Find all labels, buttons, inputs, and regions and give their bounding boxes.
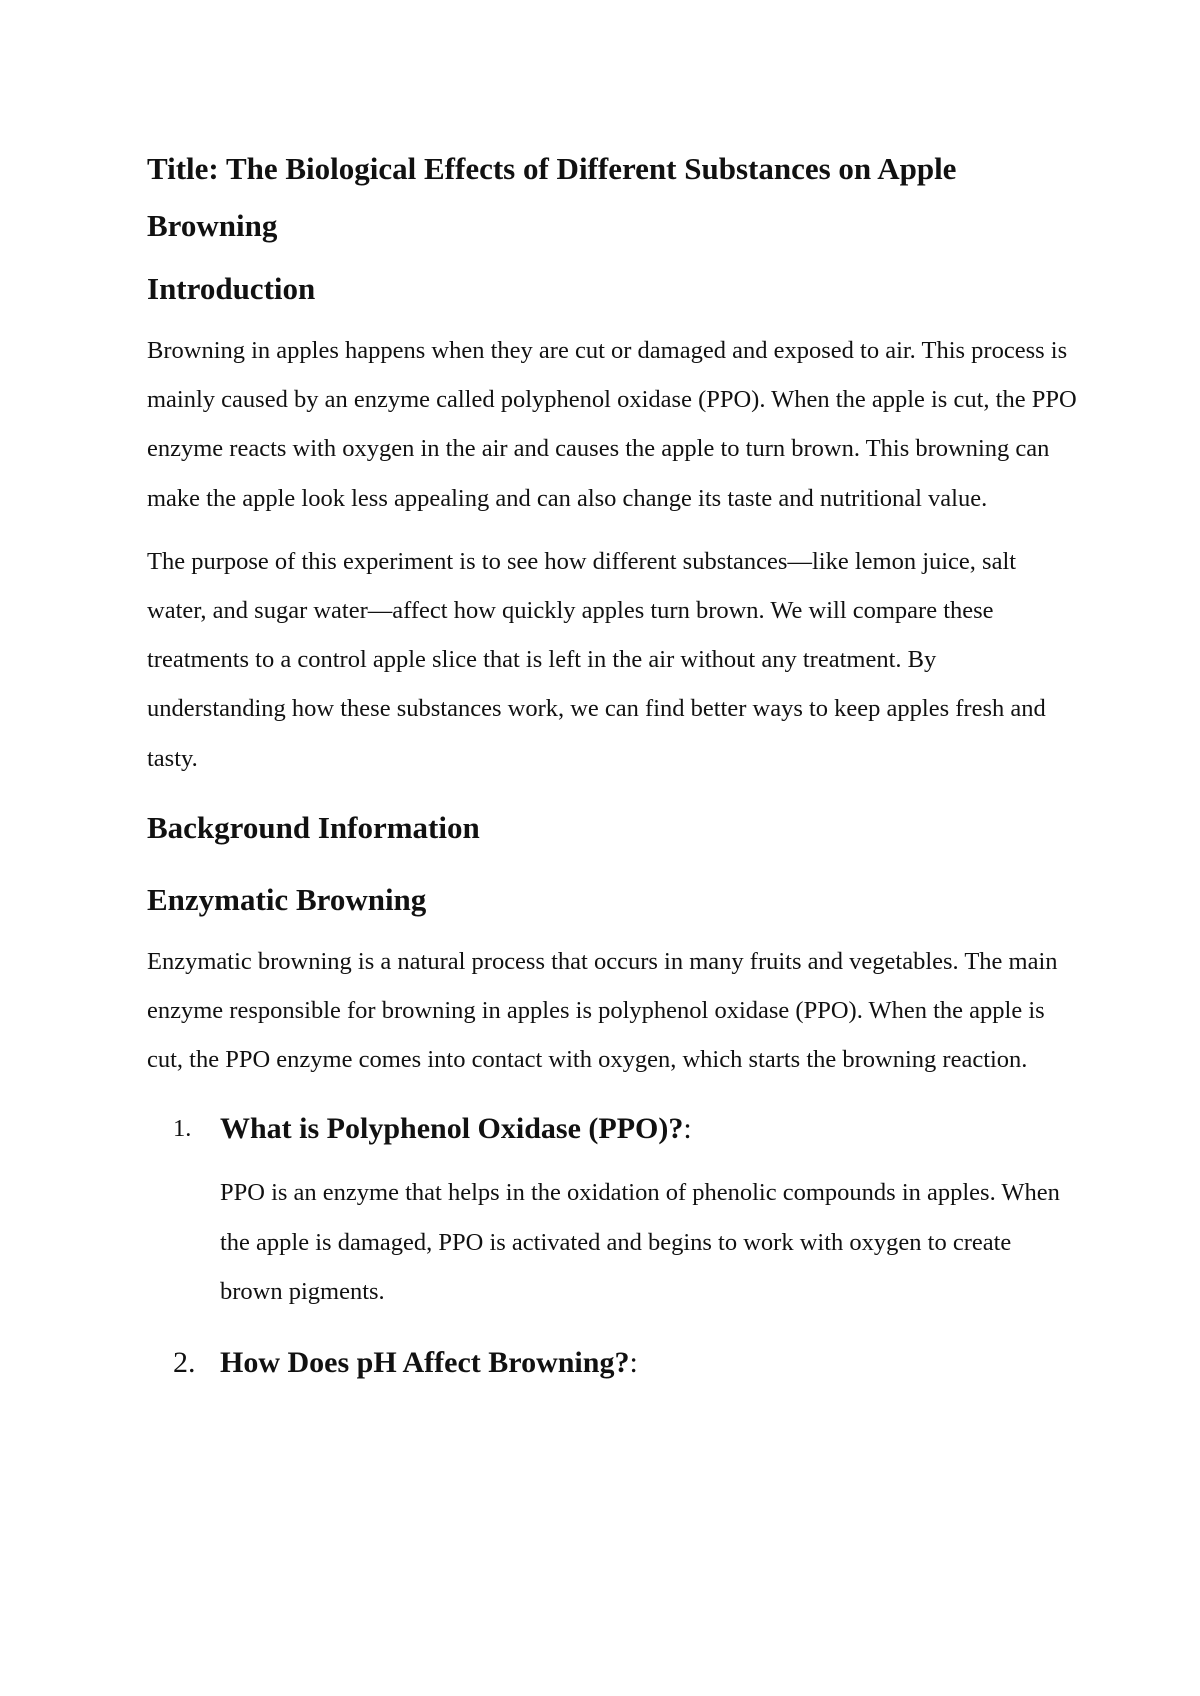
list-item-colon: : <box>629 1346 638 1380</box>
background-heading: Background Information <box>147 809 480 845</box>
list-item-heading <box>220 1104 1077 1154</box>
list-number: 1. <box>173 1115 192 1143</box>
list-item <box>147 1338 1077 1388</box>
document-page <box>147 140 1077 1388</box>
list-item-heading-text: How Does pH Affect Browning? <box>220 1346 630 1380</box>
introduction-paragraph-2: The purpose of this experiment is to see how different substances—like lemon juice, salt water, and sugar water—affect how quickly apples turn brown. We will compare these treatments to a control apple slice that is left in the air without any treatment. By understanding how these substances work, we can find better ways to keep apples fresh and tasty. <box>147 547 1046 772</box>
numbered-list <box>147 1104 1077 1388</box>
list-item-heading <box>220 1338 1077 1388</box>
list-item-paragraph: PPO is an enzyme that helps in the oxidation of phenolic compounds in apples. When the apple is damaged, PPO is activated and begins to work with oxygen to create brown pigments. <box>220 1179 1060 1305</box>
list-number: 2. <box>173 1346 196 1380</box>
introduction-heading: Introduction <box>147 271 316 306</box>
introduction-paragraph-1: Browning in apples happens when they are cut or damaged and exposed to air. This process is mainly caused by an enzyme called polyphenol oxidase (PPO). When the apple is cut, the PPO enzyme reacts with oxygen in the air and causes the apple to turn brown. This browning can make the apple look less appealing and can also change its taste and nutritional value. <box>147 337 1077 512</box>
document-title: Title: The Biological Effects of Different Substances on Apple Browning <box>147 151 957 243</box>
list-item-heading-text: What is Polyphenol Oxidase (PPO)? <box>220 1112 684 1146</box>
list-item <box>147 1104 1077 1316</box>
enzymatic-browning-heading: Enzymatic Browning <box>147 881 427 917</box>
enzymatic-browning-paragraph: Enzymatic browning is a natural process that occurs in many fruits and vegetables. The main enzyme responsible for browning in apples is polyphenol oxidase (PPO). When the apple is cut, the PPO enzyme comes into contact with oxygen, which starts the browning reaction. <box>147 947 1058 1074</box>
list-item-colon: : <box>683 1112 692 1146</box>
